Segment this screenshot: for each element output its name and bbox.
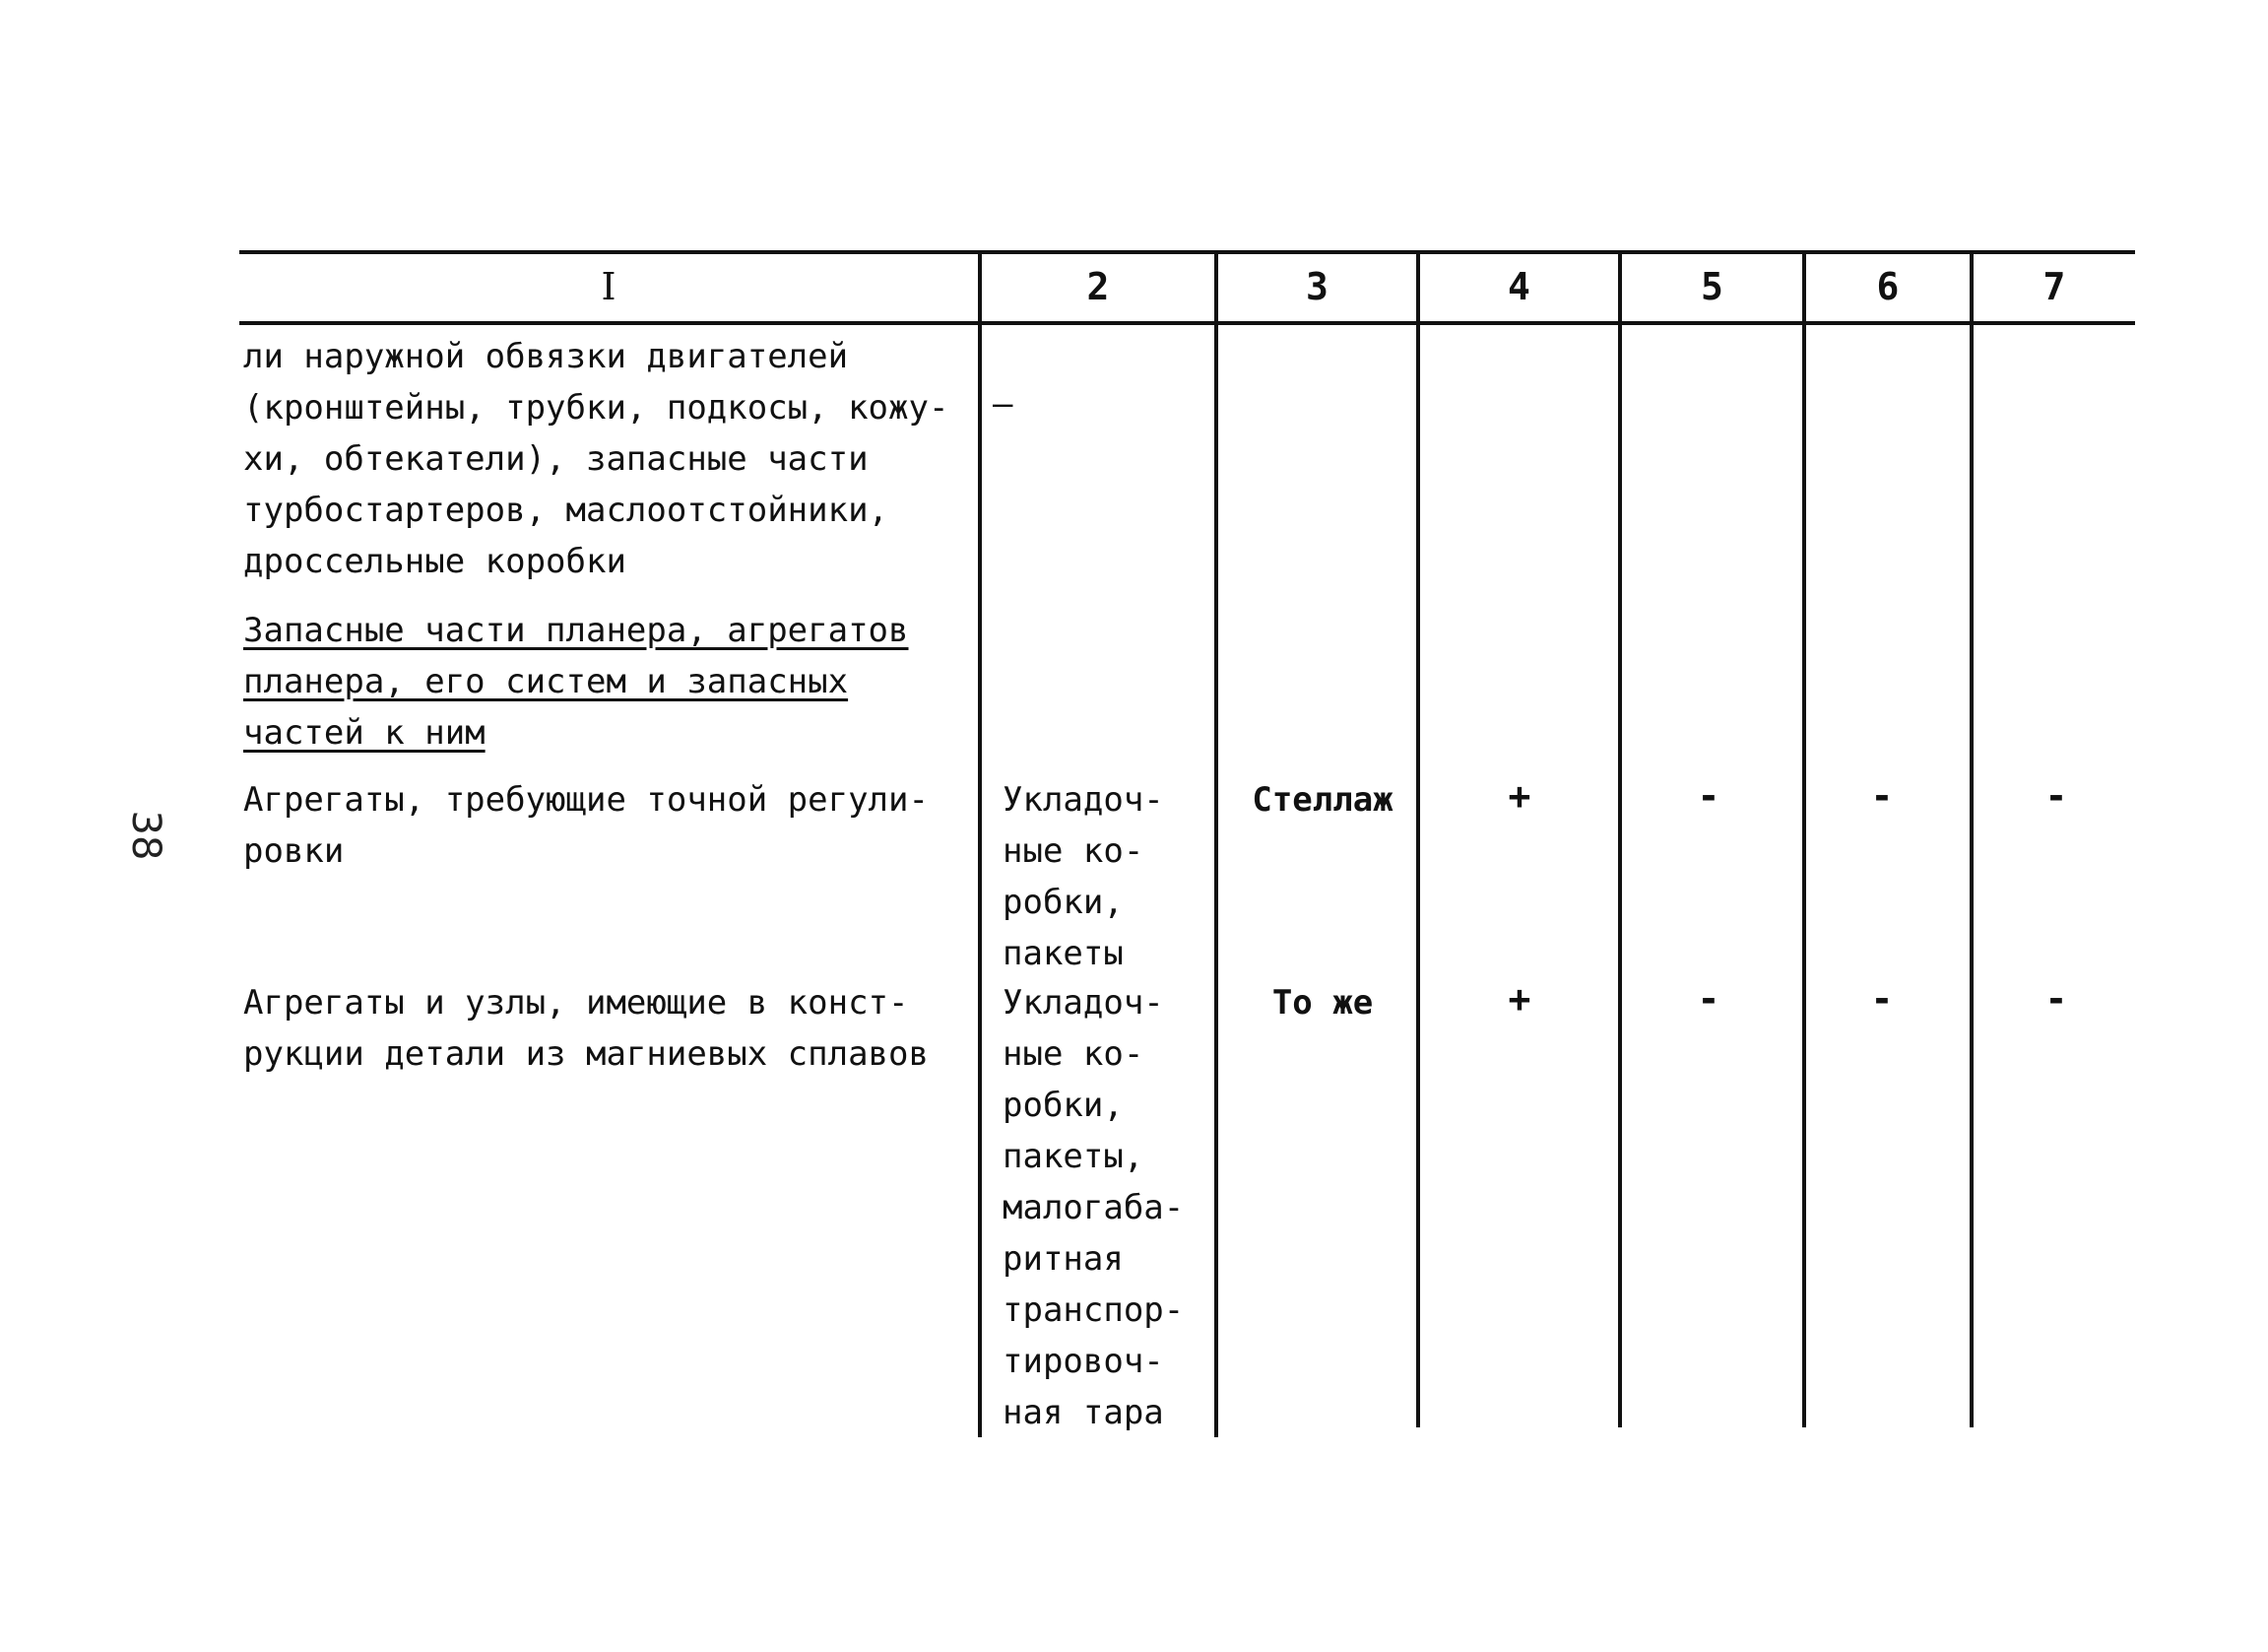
row-2-col-7-mark: - <box>2044 977 2068 1021</box>
col2-dash: — <box>993 384 1013 424</box>
header-col-6: 6 <box>1876 265 1900 308</box>
row-1-col-7-mark: - <box>2044 774 2068 818</box>
row-2-col-6-mark: - <box>1870 977 1894 1021</box>
column-divider-5-6 <box>1802 250 1806 1427</box>
storage-table <box>239 250 2135 1437</box>
column-divider-3-4 <box>1416 250 1420 1427</box>
row-1-name: Агрегаты, требующие точной регули- ровки <box>243 780 929 871</box>
header-col-7: 7 <box>2042 265 2066 308</box>
row-1-packaging: Укладоч- ные ко- робки, пакеты <box>1003 780 1164 973</box>
column-divider-4-5 <box>1618 250 1622 1427</box>
column-divider-1-2 <box>978 250 982 1437</box>
row-1-col-6-mark: - <box>1870 774 1894 818</box>
column-divider-2-3 <box>1214 250 1218 1437</box>
header-col-5: 5 <box>1701 265 1723 308</box>
section-heading: Запасные части планера, агрегатов планера, его систем и запасных частей к ним <box>243 611 909 753</box>
column-divider-6-7 <box>1970 250 1974 1427</box>
page-number: 38 <box>123 810 168 861</box>
row-1-col-5-mark: - <box>1697 774 1720 818</box>
continued-item-text: ли наружной обвязки двигателей (кронштейны, трубки, подкосы, кожу- хи, обтекатели), запасные части турбостартеров, маслоотстойники, дроссельные коробки <box>243 337 949 581</box>
header-col-2: 2 <box>1086 265 1110 308</box>
row-2-packaging: Укладоч- ные ко- робки, пакеты, малогаба- ритная транспор- тировоч- ная тара <box>1003 983 1185 1432</box>
row-1-col-4-mark: + <box>1508 774 1531 818</box>
row-1-storage: Стеллаж <box>1252 780 1393 820</box>
header-bottom-rule <box>239 321 2135 325</box>
header-col-4: 4 <box>1508 265 1530 308</box>
header-col-3: 3 <box>1306 265 1328 308</box>
row-2-name: Агрегаты и узлы, имеющие в конст- рукции детали из магниевых сплавов <box>243 983 929 1074</box>
row-2-col-4-mark: + <box>1508 977 1531 1021</box>
table-top-rule <box>239 250 2135 254</box>
header-col-1: I <box>601 265 616 308</box>
row-2-storage: То же <box>1271 983 1374 1023</box>
row-2-col-5-mark: - <box>1697 977 1720 1021</box>
